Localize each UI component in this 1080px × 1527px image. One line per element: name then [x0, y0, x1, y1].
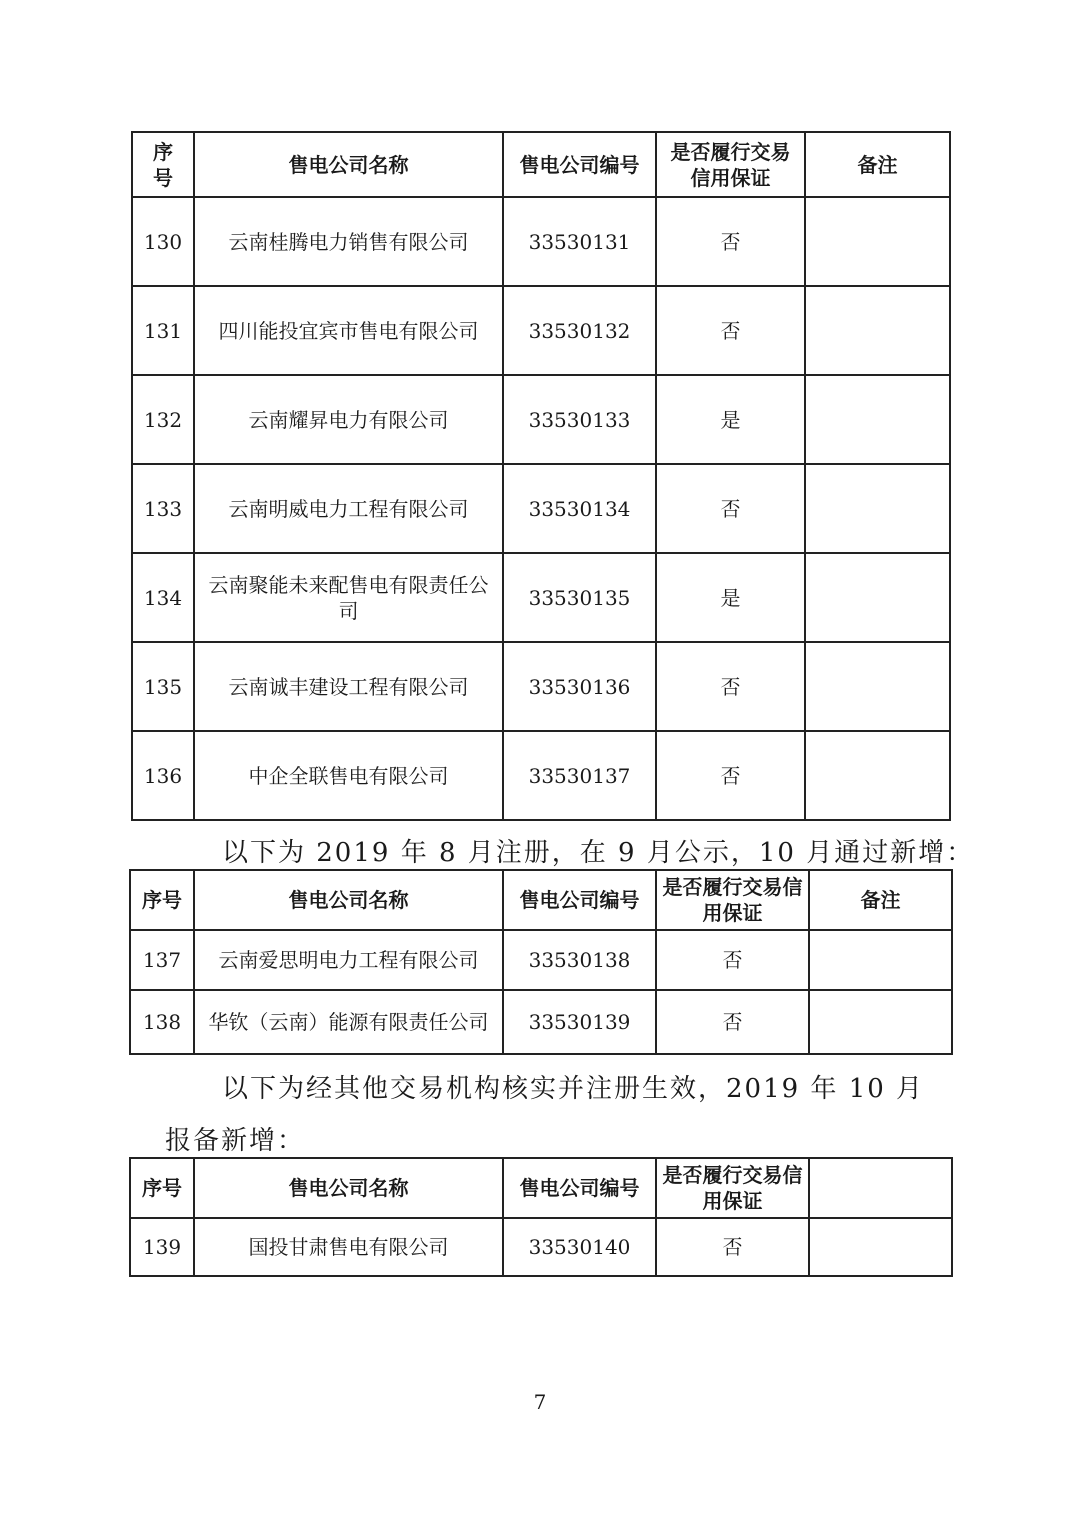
- cell-seq: 137: [130, 930, 194, 990]
- cell-name: 云南明威电力工程有限公司: [194, 464, 503, 553]
- table-header-row: [130, 1158, 952, 1218]
- company-table-1: [131, 131, 951, 821]
- cell-code: 33530136: [503, 642, 656, 731]
- table-row: [132, 375, 950, 464]
- table-row: [130, 1218, 952, 1276]
- table-row: [132, 197, 950, 286]
- header-note: 备注: [805, 132, 950, 197]
- cell-name: 四川能投宜宾市售电有限公司: [194, 286, 503, 375]
- cell-guarantee: 否: [656, 990, 809, 1054]
- company-table-2: [129, 869, 953, 1055]
- cell-note: [809, 1218, 952, 1276]
- cell-seq: 139: [130, 1218, 194, 1276]
- header-name: 售电公司名称: [194, 1158, 503, 1218]
- cell-guarantee: 否: [656, 464, 805, 553]
- header-code: 售电公司编号: [503, 870, 656, 930]
- cell-name: 中企全联售电有限公司: [194, 731, 503, 820]
- cell-code: 33530131: [503, 197, 656, 286]
- table-row: [132, 464, 950, 553]
- table-row: [130, 990, 952, 1054]
- table-row: [132, 731, 950, 820]
- cell-code: 33530133: [503, 375, 656, 464]
- cell-note: [805, 286, 950, 375]
- header-code: 售电公司编号: [503, 132, 656, 197]
- header-guarantee: 是否履行交易信用保证: [656, 870, 809, 930]
- cell-code: 33530135: [503, 553, 656, 642]
- cell-seq: 132: [132, 375, 194, 464]
- cell-code: 33530137: [503, 731, 656, 820]
- cell-seq: 134: [132, 553, 194, 642]
- cell-guarantee: 是: [656, 375, 805, 464]
- cell-name: 云南诚丰建设工程有限公司: [194, 642, 503, 731]
- cell-guarantee: 否: [656, 197, 805, 286]
- cell-code: 33530140: [503, 1218, 656, 1276]
- cell-note: [805, 464, 950, 553]
- cell-seq: 130: [132, 197, 194, 286]
- cell-seq: 131: [132, 286, 194, 375]
- cell-seq: 136: [132, 731, 194, 820]
- table-header-row: [130, 870, 952, 930]
- cell-note: [805, 375, 950, 464]
- cell-code: 33530139: [503, 990, 656, 1054]
- cell-name: 国投甘肃售电有限公司: [194, 1218, 503, 1276]
- section-intro-1: 以下为 2019 年 8 月注册，在 9 月公示，10 月通过新增：: [222, 838, 975, 868]
- header-name: 售电公司名称: [194, 132, 503, 197]
- cell-name: 华钦（云南）能源有限责任公司: [194, 990, 503, 1054]
- cell-seq: 135: [132, 642, 194, 731]
- header-seq: 序号: [130, 1158, 194, 1218]
- company-table-3: [129, 1157, 953, 1277]
- header-guarantee: 是否履行交易信用保证: [656, 132, 805, 197]
- cell-name: 云南爱思明电力工程有限公司: [194, 930, 503, 990]
- cell-guarantee: 否: [656, 731, 805, 820]
- cell-guarantee: 否: [656, 286, 805, 375]
- table-header-row: [132, 132, 950, 197]
- header-name: 售电公司名称: [194, 870, 503, 930]
- header-note: 备注: [809, 870, 952, 930]
- table-row: [132, 286, 950, 375]
- cell-note: [805, 553, 950, 642]
- cell-guarantee: 否: [656, 930, 809, 990]
- cell-seq: 138: [130, 990, 194, 1054]
- cell-seq: 133: [132, 464, 194, 553]
- section-intro-2-line2: 报备新增：: [165, 1126, 306, 1156]
- table-row: [132, 642, 950, 731]
- cell-guarantee: 是: [656, 553, 805, 642]
- cell-guarantee: 否: [656, 642, 805, 731]
- header-seq: 序号: [130, 870, 194, 930]
- header-seq: 序 号: [132, 132, 194, 197]
- cell-note: [809, 930, 952, 990]
- cell-guarantee: 否: [656, 1218, 809, 1276]
- section-intro-2-line1: 以下为经其他交易机构核实并注册生效，2019 年 10 月: [222, 1074, 925, 1104]
- cell-note: [805, 642, 950, 731]
- cell-note: [805, 197, 950, 286]
- header-guarantee: 是否履行交易信用保证: [656, 1158, 809, 1218]
- header-code: 售电公司编号: [503, 1158, 656, 1218]
- page-number: 7: [533, 1390, 547, 1414]
- cell-code: 33530132: [503, 286, 656, 375]
- header-note-empty: [809, 1158, 952, 1218]
- cell-name: 云南桂腾电力销售有限公司: [194, 197, 503, 286]
- table-row: [132, 553, 950, 642]
- cell-note: [805, 731, 950, 820]
- cell-name: 云南耀昇电力有限公司: [194, 375, 503, 464]
- table-row: [130, 930, 952, 990]
- cell-note: [809, 990, 952, 1054]
- cell-name: 云南聚能未来配售电有限责任公司: [194, 553, 503, 642]
- cell-code: 33530134: [503, 464, 656, 553]
- cell-code: 33530138: [503, 930, 656, 990]
